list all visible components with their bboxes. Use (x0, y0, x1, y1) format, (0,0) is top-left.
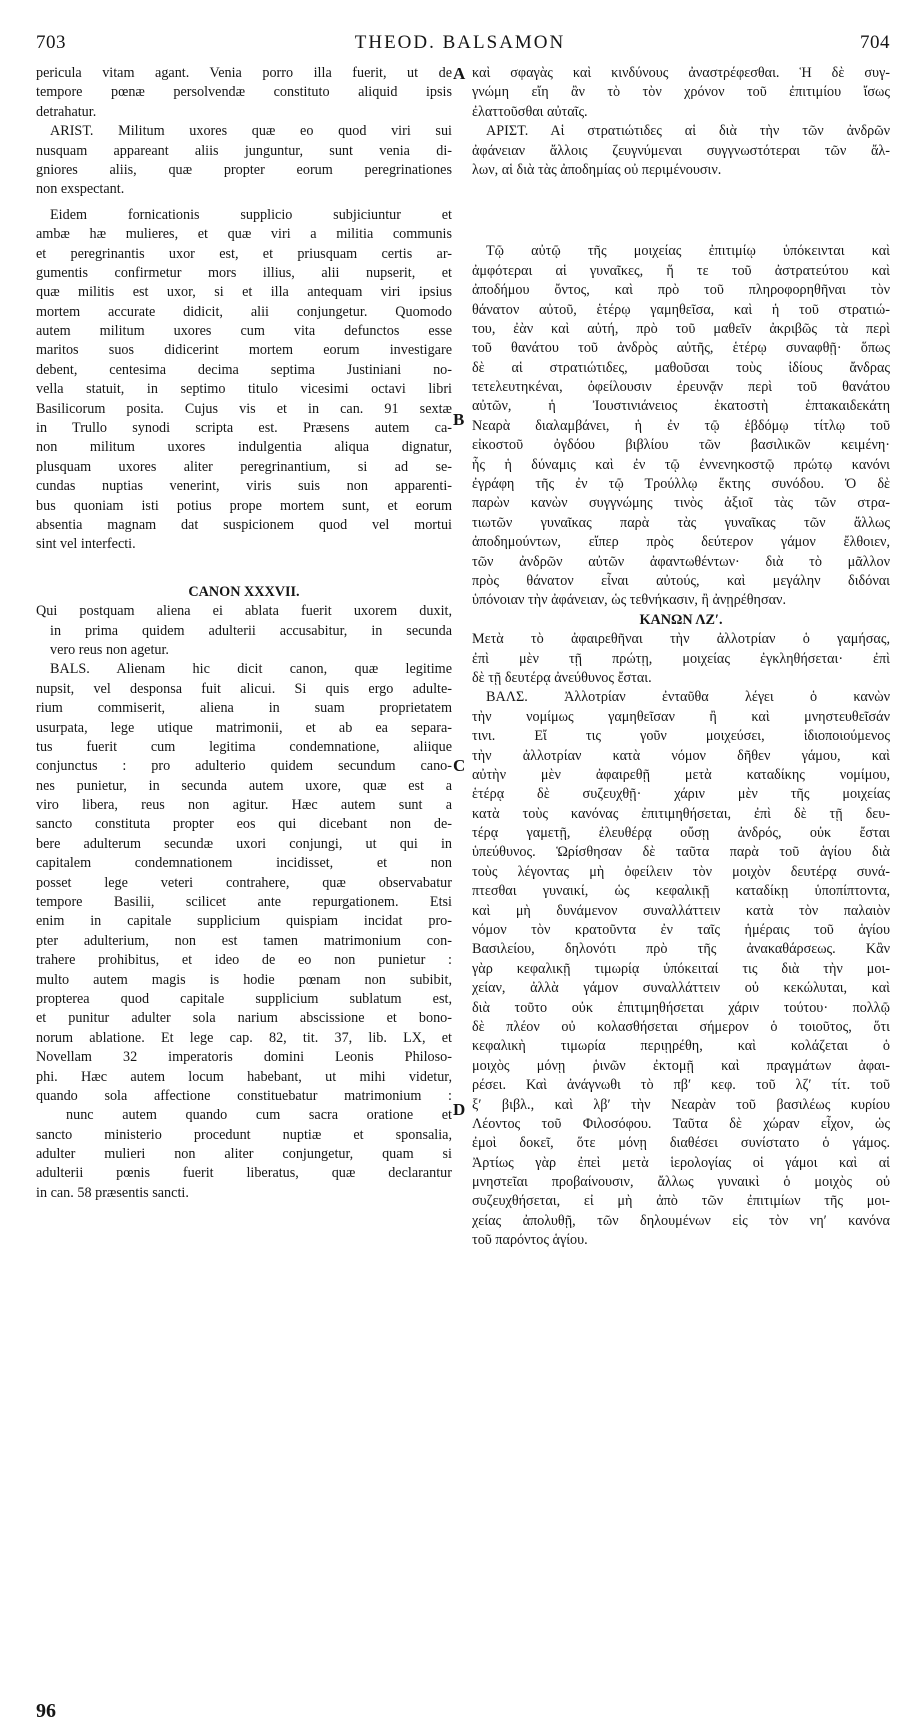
text-line: BALS. Alienam hic dicit canon, quæ legitime (50, 661, 452, 678)
text-line: διὰ τοῦτο οὐκ ἐπιτιμηθήσεται χάριν τούτου· πολλῷ (472, 999, 890, 1016)
greek-column (472, 64, 890, 1251)
text-line: tempore Basilii, scilicet ante repurgationem. Etsi (36, 894, 452, 911)
text-line: tempore pœnæ persolvendæ constituto aliquid ipsis (36, 84, 452, 101)
text-line: Qui postquam aliena ei ablata fuerit uxorem duxit, (36, 603, 452, 620)
right-page-number: 704 (860, 32, 890, 53)
text-line: sint vel interfecti. (36, 536, 136, 553)
text-line: ARIST. Militum uxores quæ eo quod viri sui (50, 123, 452, 140)
text-line: παρὼν κανὼν συγγνώμης τινὸς ἀξιοῖ τὰς τῶν στρα- (472, 495, 890, 512)
latin-intro (36, 64, 452, 122)
text-line: γὰρ κεφαλικῇ τιμωρίᾳ ὑπόκειταί τις διὰ τὴν μοι- (472, 960, 890, 977)
latin-arist (36, 122, 452, 200)
margin-marker-d: D (453, 1100, 466, 1119)
text-line: τινι. Εἴ τις γοῦν μοιχεύσει, ἰδιοποιούμενος (472, 728, 890, 745)
text-line: bus quoniam isti potius prope mortem sunt, et eorum (36, 497, 452, 514)
text-line: vella statuit, in septimo titulo vicesimi octavi libri (36, 381, 452, 398)
text-line: nunc autem quando cum sacra oratione et (66, 1107, 452, 1124)
latin-canon-heading: CANON XXXVII. (188, 583, 300, 600)
text-line: τιωτῶν γυναῖκας παρὰ τὰς γυναῖκας τῶν ἄλλως (472, 514, 890, 531)
greek-eidem (472, 242, 890, 610)
text-line: κατὰ τοὺς κανόνας ἐπιτιμηθήσεται, ἐπὶ δὲ τῇ δευ- (472, 805, 890, 822)
text-line: non exspectant. (36, 181, 125, 198)
text-line: ΑΡΙΣΤ. Αἱ στρατιώτιδες αἱ διὰ τὴν τῶν ἀνδρῶν (486, 123, 890, 140)
text-line: γνώμη εἴη ἂν τὸ τὸν χρόνον τοῦ ἐπιτιμίου ἴσως (472, 84, 890, 101)
text-line: multo autem magis is hodie pœnam non subibit, (36, 971, 452, 988)
greek-intro (472, 64, 890, 122)
text-line: maritos suos didicerint mortem eorum investigare (36, 342, 452, 359)
text-line: εἰκοστοῦ ὀγδόου βιβλίου τῶν βασιλικῶν κειμένη· (472, 437, 890, 454)
text-line: gumentis confirmetur mors illius, alii nupserit, et (36, 264, 452, 281)
text-line: bere adulterum secundæ uxori conjungi, ut qui in (36, 835, 452, 852)
text-line: absentia magnam dat suspicionem quod vel mortui (36, 516, 452, 533)
text-line: ἀποδήμου ὄντος, καὶ πρὸ τοῦ πληροφορηθῆναι τὸν (472, 282, 890, 299)
text-line: Basilicorum posita. Cujus vis et in can. 91 sextæ (36, 400, 452, 417)
text-line: pter adulterium, non est tamen matrimonium con- (36, 932, 452, 949)
text-line: αὐτὴν μὲν ἀφαιρεθῇ μετὰ καταδίκης νομίμου, (472, 766, 890, 783)
greek-arist (472, 122, 890, 180)
text-line: adulterii pœnis fuerit liberatus, quæ declarantur (36, 1165, 452, 1182)
text-line: plusquam uxores aliter peregrinantium, si ad se- (36, 458, 452, 475)
latin-eidem (36, 206, 452, 555)
text-line: τῶν ἀνδρῶν αὐτῶν ἀφαντωθέντων· διὰ τὸ μᾶλλον (472, 553, 890, 570)
text-line: posset lege veteri contrahere, quæ observabatur (36, 874, 452, 891)
text-line: πτεσθαι γυναικί, ὡς κεφαλικῇ καταδίκῃ ὑποπίπτοντα, (472, 883, 890, 900)
text-line: Νεαρὰ διαλαμβάνει, ἡ ἐν τῷ ἑβδόμῳ τίτλῳ τοῦ (472, 417, 890, 434)
text-line: conjunctus : pro adulterio quidem secundum cano- (36, 758, 452, 775)
text-line: συζευχθήσεται, εἰ μὴ ἀπὸ τῶν ἐπιτιμίων τῆς μοι- (472, 1193, 890, 1210)
text-line: νόμον τὸν κρατοῦντα ἐν ταῖς ἡμέραις τοῦ ἁγίου (472, 922, 890, 939)
text-line: ΒΑΛΣ. Ἀλλοτρίαν ἐνταῦθα λέγει ὁ κανὼν (486, 689, 890, 706)
text-line: ἀποδημούντων, εἴπερ πρὸς δεύτερον γάμον ἔλθοιεν, (472, 534, 890, 551)
text-line: rium commiserit, aliena in suam proprietatem (36, 700, 452, 717)
text-line: καὶ σφαγὰς καὶ κινδύνους ἀναστρέφεσθαι. Ἡ δὲ συγ- (472, 65, 890, 81)
text-line: capitalem condemnationem incidisset, et non (36, 855, 452, 872)
text-line: θάνατον αὐτοῦ, ἑτέρῳ γαμηθεῖσα, καὶ ἡ τοῦ στρατιώ- (472, 301, 890, 318)
greek-bals (472, 688, 890, 1250)
latin-canon-text (36, 602, 452, 660)
text-line: et peregrinantis uxor est, et priusquam certis ar- (36, 245, 452, 262)
text-line: Μετὰ τὸ ἀφαιρεθῆναι τὴν ἀλλοτρίαν ὁ γαμήσας, (472, 631, 890, 648)
text-line: χείας ἀπολυθῇ, τῶν δηλουμένων εἰς τὸν νηʹ κανόνα (472, 1212, 890, 1229)
text-line: ambæ hæ mulieres, et quæ viri a militia communis (36, 226, 452, 243)
text-line: ἐμοὶ δοκεῖ, ὅτε μόνῃ διαθέσει συνίστατο ὁ γάμος. (472, 1135, 890, 1152)
text-line: sancto ministerio procedunt nuptiæ et sponsalia, (36, 1126, 452, 1143)
text-line: τοὺς λέγοντας μὴ ὀφείλειν τὸν μοιχὸν δευτέρᾳ συνά- (472, 863, 890, 880)
text-line: in Trullo synodi scripta est. Præsens autem ca- (36, 420, 452, 437)
text-line: adulter mulieri non aliter conjungetur, quam si (36, 1146, 452, 1163)
text-line: Τῷ αὐτῷ τῆς μοιχείας ἐπιτιμίῳ ὑπόκεινται καὶ (486, 243, 890, 260)
text-line: detrahatur. (36, 103, 97, 120)
text-line: pericula vitam agant. Venia porro illa fuerit, ut de (36, 65, 452, 81)
text-line: quæ militis est uxor, si et illa antequam viri ipsius (36, 284, 452, 301)
text-line: του, ἐὰν καὶ αὐτή, πρὸ τοῦ μαθεῖν ἀκριβῶς τὰ περὶ (472, 320, 890, 337)
text-line: πρὸς θάνατον εἶναι αὐτούς, καὶ μεγάλην διδόναι (472, 572, 890, 589)
text-line: viro libera, reus non agitur. Hæc autem sunt a (36, 797, 452, 814)
text-line: Novellam 32 imperatoris domini Leonis Philoso- (36, 1049, 452, 1066)
text-line: τέρᾳ γαμετῇ, ἐλευθέρᾳ οὔσῃ ἀνδρός, οὐκ ἔσται (472, 825, 890, 842)
text-line: norum ablatione. Et lege cap. 82, tit. 37, lib. LX, et (36, 1029, 452, 1046)
text-line: ἐπὶ μὲν τῇ πρώτῃ, μοιχείας ἐγκληθήσεται· ἐπὶ (472, 650, 890, 667)
text-line: in can. 58 præsentis sancti. (36, 1184, 189, 1201)
text-line: Ἀρτίως γὰρ ἐπεὶ μετὰ ἱερολογίας οἱ γάμοι καὶ αἱ (472, 1154, 890, 1171)
greek-canon-text (472, 630, 890, 688)
text-line: usurpata, lege utique matrimonii, et ab ea separa- (36, 719, 452, 736)
latin-column (36, 64, 452, 1203)
greek-canon-heading: ΚΑΝΩΝ ΛΖʹ. (639, 611, 723, 628)
text-line: nes punietur, in secunda autem uxore, quæ est a (36, 777, 452, 794)
text-line: ὑπόνοιαν τὴν ἀφάνειαν, ὡς τεθνήκασιν, ἢ ἀνῃρέθησαν. (472, 592, 787, 609)
text-line: mortem accurate didicit, alii conjungetur. Quomodo (36, 303, 452, 320)
text-line: sancto constituta propter eos qui dicebant non de- (36, 816, 452, 833)
left-page-number: 703 (36, 32, 66, 53)
text-line: καὶ μὴ δυνάμενον συναλλάττειν κατὰ τὸν παλαιὸν (472, 902, 890, 919)
text-line: trahere prohibitus, et ideo de eo non punietur : (36, 952, 452, 969)
text-line: ἀμφότεραι αἱ γυναῖκες, ἥ τε τοῦ ἀστρατεύτου καὶ (472, 262, 890, 279)
margin-marker-c: C (453, 756, 466, 775)
text-line: nusquam appareant aliis junguntur, sunt venia di- (36, 142, 452, 159)
margin-folio-number: 96 (36, 1700, 56, 1722)
text-line: δὲ πλέον οὐ κολασθήσεται σήμερον ὁ τοιοῦτος, ὅτι (472, 1018, 890, 1035)
margin-marker-a: A (453, 64, 466, 83)
text-line: ἐλαττοῦσθαι αὐταῖς. (472, 103, 588, 120)
text-line: non militum uxores indulgentia aliqua dignatur, (36, 439, 452, 456)
text-line: nupsit, vel desponsa fuit alicui. Si quis ergo adulte- (36, 680, 452, 697)
text-line: χείαν, ἀλλὰ γάμον συναλλάττειν οὐ κεκώλυται, καὶ (472, 980, 890, 997)
text-line: δὲ τῇ δευτέρᾳ ἀνεύθυνος ἔσται. (472, 669, 652, 686)
text-line: ξʹ βιβλ., καὶ λβʹ τὴν Νεαρὰν τοῦ βασιλέως κυρίου (472, 1096, 890, 1113)
text-line: Βασιλείου, δηλονότι πρὸ τῆς ἀνακαθάρσεως. Κἂν (472, 941, 890, 958)
text-line: tus fuerit cum legitima condemnatione, aliique (36, 738, 452, 755)
margin-marker-b: B (453, 410, 465, 429)
text-line: αὐτῶν, ἡ Ἰουστινιάνειος ἑκατοστὴ ἑπτακαιδεκάτη (472, 398, 890, 415)
text-line: Eidem fornicationis supplicio subjiciuntur et (50, 206, 452, 223)
text-line: ρέσει. Καὶ ἀνάγνωθι τὸ πβʹ κεφ. τοῦ λζʹ τίτ. τοῦ (472, 1077, 890, 1094)
text-line: τοῦ θανάτου τοῦ ἀνδρὸς αὐτῆς, ἑτέρῳ συναφθῇ· ὅπως (472, 340, 890, 357)
text-line: debent, centesima decima septima Justiniani no- (36, 361, 452, 378)
text-line: ἐγράφη τῆς ἐν τῷ Τρούλλῳ ἕκτης συνόδου. Ὁ δὲ (472, 476, 890, 493)
text-line: et punitur adulter sola narium abscissione et bono- (36, 1010, 452, 1027)
latin-bals (36, 660, 452, 1203)
text-line: κεφαλικὴ τιμωρία περιῃρέθη, καὶ κολάζεται ὁ (472, 1038, 890, 1055)
text-line: autem militum uxores cum vita defunctos esse (36, 323, 452, 340)
running-title: THEOD. BALSAMON (354, 32, 566, 53)
text-line: ἑτέρᾳ δὲ συζευχθῇ· χάριν μὲν τῆς μοιχείας (472, 786, 890, 803)
text-line: μοιχὸς μόνῃ ῥινῶν ἐκτομῇ καὶ πραγμάτων ἀφαι- (472, 1057, 890, 1074)
text-line: cundas nuptias venerint, viris suis non apparenti- (36, 478, 452, 495)
text-line: μνηστεῖαι προβαίνουσιν, ἄλλως γυναικὶ ὁ μοιχὸς οὐ (472, 1174, 890, 1191)
text-line: τὴν ἀλλοτρίαν κατὰ νόμον δῆθεν γάμου, καὶ (472, 747, 890, 764)
text-line: ἀφάνειαν ἄλλοις ζευγνύμεναι συγγνωστότεραι τῶν ἄλ- (472, 142, 890, 159)
text-line: Λέοντος τοῦ Φιλοσόφου. Ταῦτα δὲ χώραν εἶχον, ὡς (472, 1115, 890, 1132)
text-line: quando sola affectione constituebatur matrimonium : (36, 1087, 452, 1104)
text-line: τετελευτηκέναι, ὀφείλουσιν ἐρευνᾷν περὶ τοῦ θανάτου (472, 379, 890, 396)
text-line: propterea quod capitale supplicium sublatum est, (36, 990, 452, 1007)
text-line: δὲ αἱ στρατιώτιδες, μαθοῦσαι τοὺς ἰδίους ἄνδρας (472, 359, 890, 376)
text-line: enim in capitale supplicium quispiam incidat pro- (36, 913, 452, 930)
text-line: ὑπεύθυνος. Ὡρίσθησαν δὲ ταῦτα παρὰ τοῦ ἁγίου διὰ (472, 844, 890, 861)
text-line: vero reus non agetur. (50, 641, 169, 658)
text-line: λων, αἱ διὰ τὰς ἀποδημίας οὐ περιμένουσιν. (472, 161, 722, 178)
text-line: ἧς ἡ δύναμις καὶ ἐν τῷ ἐννενηκοστῷ πρώτῳ κανόνι (472, 456, 890, 473)
text-line: gniores aliis, quæ propter eorum peregrinationes (36, 161, 452, 178)
text-line: τὴν νομίμως γαμηθεῖσαν ἢ καὶ μνηστευθεῖσάν (472, 708, 890, 725)
text-line: in prima quidem adulterii accusabitur, in secunda (50, 622, 452, 639)
text-line: phi. Hæc autem locum habebant, ut mihi videtur, (36, 1068, 452, 1085)
text-line: τοῦ παρόντος ἁγίου. (472, 1232, 588, 1249)
